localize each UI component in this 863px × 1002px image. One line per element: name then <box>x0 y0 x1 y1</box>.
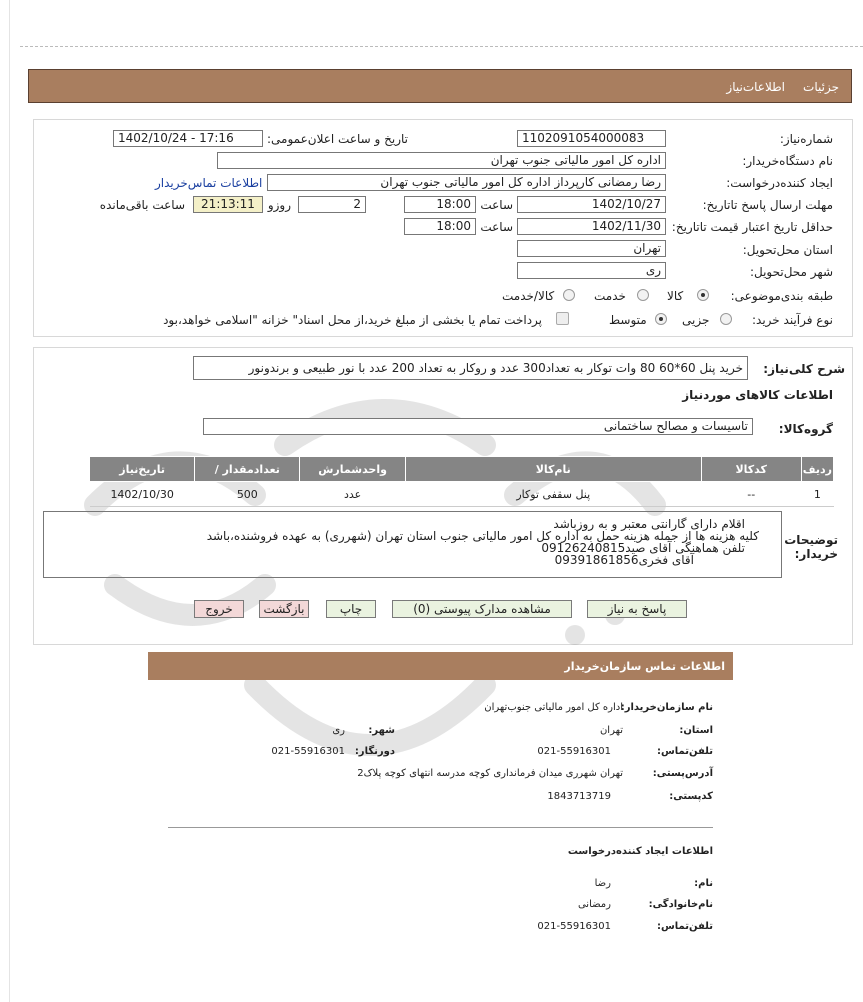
contact-phone-value: 021-55916301 <box>537 746 611 757</box>
province-field: تهران <box>517 240 666 257</box>
contact-org-value: اداره کل امور مالیاتی جنوب‌تهران <box>484 702 623 713</box>
category-both-label: کالا/خدمت <box>502 289 555 303</box>
deadline-label: مهلت ارسال پاسخ تا‌تاریخ: <box>702 198 833 212</box>
process-radio-minor[interactable] <box>720 313 732 325</box>
creator-name-label: نام: <box>694 878 713 889</box>
cell-date: 1402/10/30 <box>90 482 195 507</box>
announce-label: تاریخ و ساعت اعلان‌عمومی: <box>266 132 408 146</box>
process-minor-label: جزیی <box>682 313 710 327</box>
top-divider <box>20 46 863 47</box>
validity-time-field: 18:00 <box>404 218 476 235</box>
cell-unit: عدد <box>300 482 406 507</box>
page-header <box>28 69 852 103</box>
table-header-row <box>90 457 834 482</box>
buyer-contact-link[interactable]: اطلاعات تماس‌خریدار <box>155 176 263 190</box>
creator-name-value: رضا <box>594 878 611 889</box>
announce-field: 1402/10/24 - 17:16 <box>113 130 263 147</box>
validity-date-field: 1402/11/30 <box>517 218 666 235</box>
creator-phone-value: 021-55916301 <box>537 921 611 932</box>
cell-name: پنل سقفی توکار <box>405 482 701 507</box>
process-radio-medium[interactable] <box>655 313 667 325</box>
goods-group-field: تاسیسات و مصالح ساختمانی <box>203 418 753 435</box>
col-qty-header: تعدادمقدار / <box>195 457 300 482</box>
category-label: طبقه بندی‌موضوعی: <box>730 289 833 303</box>
buyer-notes-box <box>43 511 782 578</box>
contact-phone-label: تلفن‌تماس: <box>656 746 713 757</box>
buyer-org-field: اداره کل امور مالیاتی جنوب تهران <box>217 152 666 169</box>
validity-time-label: ساعت <box>480 220 513 234</box>
col-code-header: کدکالا <box>701 457 801 482</box>
goods-table <box>89 456 834 507</box>
remaining-time-field: 21:13:11 <box>193 196 263 213</box>
contact-postal-value: 1843713719 <box>547 791 611 802</box>
buyer-contact-header <box>148 652 733 680</box>
deadline-date-field: 1402/10/27 <box>517 196 666 213</box>
respond-button[interactable]: پاسخ به نیاز <box>587 600 687 618</box>
creator-field: رضا رمضانی کارپرداز اداره کل امور مالیاتی جنوب تهران <box>267 174 666 191</box>
contact-city-value: ری <box>332 725 345 736</box>
col-row-header: ردیف <box>801 457 833 482</box>
description-field: خرید پنل 60*60 80 وات توکار به تعداد300 عدد و روکار به تعداد 200 عدد با نور طبیعی و برندونور <box>193 356 748 380</box>
goods-info-title: اطلاعات کالاهای موردنیاز <box>682 388 833 402</box>
category-service-label: خدمت <box>594 289 626 303</box>
payment-note: پرداخت تمام یا بخشی از مبلغ خرید،از محل اسناد" خزانه "اسلامی خواهد،بود <box>163 313 542 327</box>
contact-address-label: آدرس‌پستی: <box>652 768 713 779</box>
view-attachments-button[interactable]: مشاهده مدارک پیوستی (0) <box>392 600 572 618</box>
col-date-header: تاریخ‌نیاز <box>90 457 195 482</box>
tab-need-info[interactable]: اطلاعات‌نیاز <box>726 80 785 94</box>
cell-qty: 500 <box>195 482 300 507</box>
need-number-field: 1102091054000083 <box>517 130 666 147</box>
print-button[interactable]: چاپ <box>326 600 376 618</box>
contact-fax-value: 021-55916301 <box>271 746 345 757</box>
contact-city-label: شهر: <box>368 725 395 736</box>
note-line: اقلام دارای گارانتی معتبر و به روزباشد <box>553 517 745 531</box>
buyer-org-label: نام دستگاه‌خریدار: <box>742 154 833 168</box>
goods-group-label: گروه‌کالا: <box>778 422 833 436</box>
process-label: نوع فرآیند خرید: <box>752 313 833 327</box>
category-radio-both[interactable] <box>563 289 575 301</box>
buyer-notes-label: توضیحات خریدار: <box>784 533 838 561</box>
col-unit-header: واحدشمارش <box>300 457 406 482</box>
city-label: شهر محل‌تحویل: <box>749 265 833 279</box>
province-label: استان محل‌تحویل: <box>742 243 833 257</box>
contact-org-label: نام سازمان‌خریدار: <box>620 702 713 713</box>
contact-province-value: تهران <box>599 725 623 736</box>
tab-details[interactable]: جزئیات <box>803 80 839 94</box>
process-medium-label: متوسط <box>609 313 647 327</box>
contact-divider <box>168 827 713 828</box>
cell-row: 1 <box>801 482 833 507</box>
left-border <box>9 0 10 1002</box>
creator-info-title: اطلاعات ایجاد کننده‌درخواست <box>567 846 713 857</box>
table-row[interactable] <box>90 482 834 507</box>
buyer-contact-title: اطلاعات تماس سازمان‌خریدار <box>564 660 725 673</box>
contact-fax-label: دورنگار: <box>354 746 395 757</box>
days-field: 2 <box>298 196 366 213</box>
deadline-time-field: 18:00 <box>404 196 476 213</box>
payment-checkbox[interactable] <box>556 312 569 325</box>
contact-address-value: تهران شهرری میدان فرمانداری کوچه مدرسه انتهای کوچه پلاک2 <box>357 768 623 779</box>
contact-province-label: استان: <box>679 725 713 736</box>
days-label: روزو <box>267 198 291 212</box>
creator-family-value: رمضانی <box>577 899 611 910</box>
exit-button[interactable]: خروج <box>194 600 244 618</box>
description-label: شرح کلی‌نیاز: <box>763 362 845 376</box>
creator-phone-label: تلفن‌تماس: <box>656 921 713 932</box>
creator-family-label: نام‌خانوادگی: <box>648 899 713 910</box>
col-name-header: نام‌کالا <box>405 457 701 482</box>
remaining-label: ساعت باقی‌مانده <box>99 198 185 212</box>
city-field: ری <box>517 262 666 279</box>
deadline-time-label: ساعت <box>480 198 513 212</box>
note-line: آقای فخری09391861856 <box>554 553 694 567</box>
need-number-label: شماره‌نیاز: <box>779 132 833 146</box>
back-button[interactable]: بازگشت <box>259 600 309 618</box>
validity-label: حداقل تاریخ اعتبار قیمت تا‌تاریخ: <box>671 220 833 234</box>
category-radio-goods[interactable] <box>697 289 709 301</box>
creator-label: ایجاد کننده‌درخواست: <box>726 176 833 190</box>
category-radio-service[interactable] <box>637 289 649 301</box>
contact-postal-label: کدپستی: <box>669 791 713 802</box>
category-goods-label: کالا <box>667 289 684 303</box>
note-line: تلفن هماهنگی آقای صید09126240815 <box>541 541 745 555</box>
note-line: کلیه هزینه ها از جمله هزینه حمل به اداره کل امور مالیاتی جنوب استان تهران (شهرری) به عهده فروشنده،باشد <box>206 529 759 543</box>
cell-code: -- <box>701 482 801 507</box>
